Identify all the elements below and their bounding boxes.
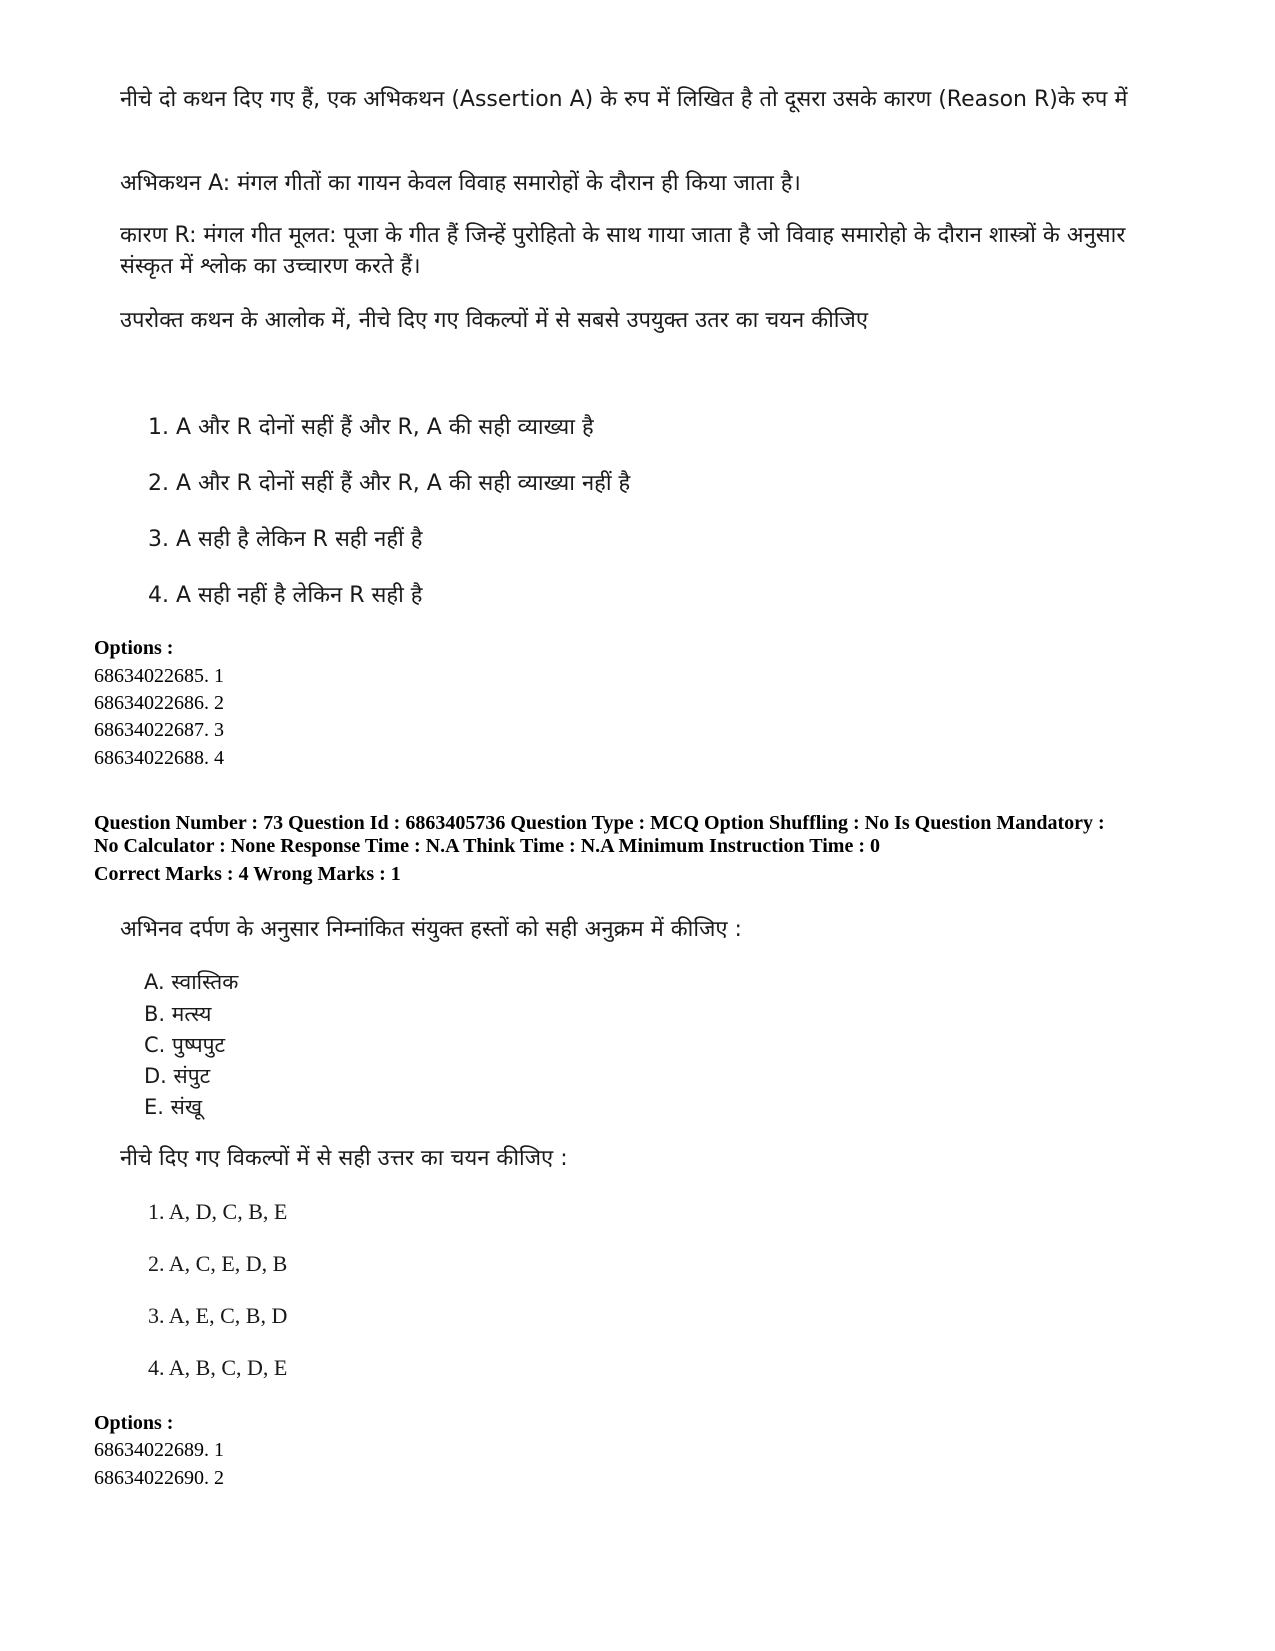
q72-choice-1: 1. A और R दोनों सहीं हैं और R, A की सही व्याख्या है (148, 415, 594, 440)
q73-instruction: नीचे दिए गए विकल्पों में से सही उत्तर का चयन कीजिए : (120, 1146, 568, 1171)
q73-prompt: अभिनव दर्पण के अनुसार निम्नांकित संयुक्त हस्तों को सही अनुक्रम में कीजिए : (120, 917, 742, 942)
q73-item-b: B. मत्स्य (144, 1002, 212, 1026)
q72-choice-4: 4. A सही नहीं है लेकिन R सही है (148, 583, 423, 608)
q72-option-id-2: 68634022686. 2 (94, 692, 224, 714)
q72-option-id-1: 68634022685. 1 (94, 665, 224, 687)
q72-option-id-4: 68634022688. 4 (94, 747, 224, 769)
q72-options-label: Options : (94, 637, 174, 659)
q73-item-d: D. संपुट (144, 1064, 211, 1088)
q72-choice-2: 2. A और R दोनों सहीं हैं और R, A की सही व्याख्या नहीं है (148, 471, 631, 496)
q72-choice-3: 3. A सही है लेकिन R सही नहीं है (148, 527, 423, 552)
q73-option-id-1: 68634022689. 1 (94, 1439, 224, 1461)
q73-choice-2: 2. A, C, E, D, B (148, 1251, 288, 1276)
q73-meta-line-2: No Calculator : None Response Time : N.A Think Time : N.A Minimum Instruction Time : 0 (94, 835, 880, 857)
q73-meta-line-1: Question Number : 73 Question Id : 6863405736 Question Type : MCQ Option Shuffling : No Is Question Mandatory : (94, 812, 1105, 834)
q72-option-id-3: 68634022687. 3 (94, 719, 224, 741)
q73-choice-3: 3. A, E, C, B, D (148, 1303, 288, 1328)
q72-assertion: अभिकथन A: मंगल गीतों का गायन केवल विवाह समारोहों के दौरान ही किया जाता है। (120, 171, 801, 196)
q73-marks: Correct Marks : 4 Wrong Marks : 1 (94, 863, 401, 885)
q73-option-id-2: 68634022690. 2 (94, 1467, 224, 1489)
q73-choice-4: 4. A, B, C, D, E (148, 1355, 288, 1380)
q73-options-label: Options : (94, 1412, 174, 1434)
q73-item-e: E. संखू (144, 1095, 202, 1119)
q73-item-c: C. पुष्पपुट (144, 1033, 226, 1057)
q73-item-a: A. स्वास्तिक (144, 970, 239, 994)
q73-choice-1: 1. A, D, C, B, E (148, 1199, 288, 1224)
q72-intro: नीचे दो कथन दिए गए हैं, एक अभिकथन (Assertion A) के रुप में लिखित है तो दूसरा उसके कारण (Reason R)के रुप में (120, 87, 1128, 112)
q72-instruction: उपरोक्त कथन के आलोक में, नीचे दिए गए विकल्पों में से सबसे उपयुक्त उतर का चयन कीजिए (120, 308, 868, 333)
q72-reason: कारण R: मंगल गीत मूलत: पूजा के गीत हैं जिन्हें पुरोहितो के साथ गाया जाता है जो विवाह समारोहो के दौरान शास्त्रों के अनुसार संस्कृत में श्लोक का उच्चारण करते हैं। (120, 223, 1126, 279)
